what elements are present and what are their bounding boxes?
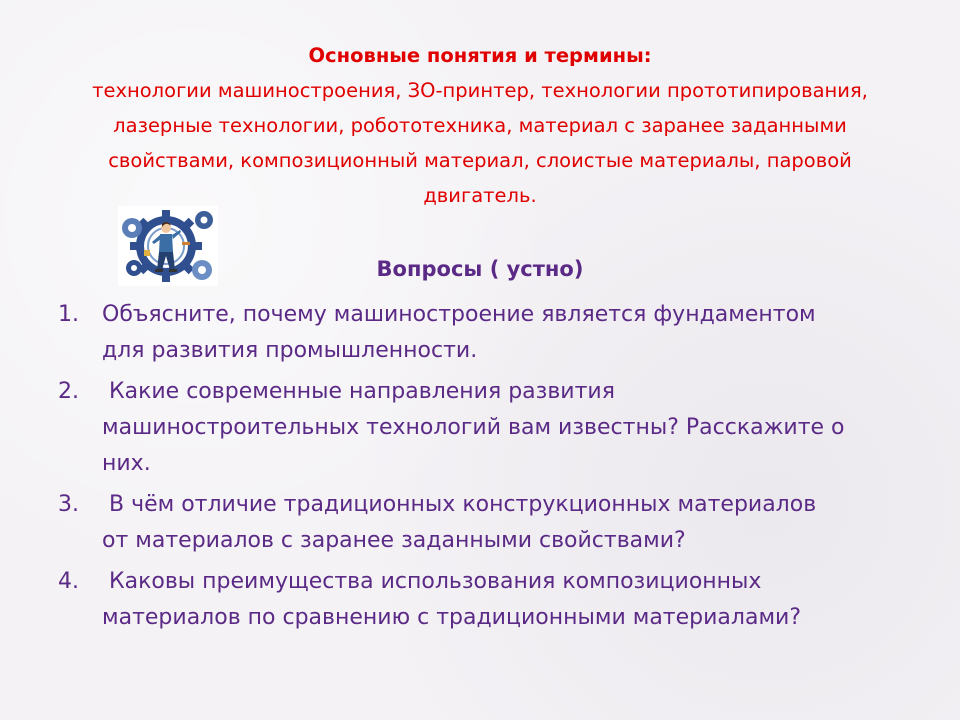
question-number: 1. — [58, 302, 79, 327]
question-line: для развития промышленности. — [102, 338, 478, 363]
question-item — [58, 297, 918, 369]
question-item — [58, 564, 918, 636]
question-line: В чём отличие традиционных конструкционных материалов — [102, 492, 817, 517]
question-line: от материалов с заранее заданными свойствами? — [102, 528, 686, 553]
question-item — [58, 487, 918, 559]
question-line: Какие современные направления развития — [102, 379, 615, 404]
terms-line: двигатель. — [423, 184, 537, 207]
terms-line: лазерные технологии, робототехника, материал с заранее заданными — [113, 114, 847, 137]
question-number: 2. — [58, 379, 79, 404]
terms-line: свойствами, композиционный материал, слоистые материалы, паровой — [108, 149, 852, 172]
question-number: 3. — [58, 492, 79, 517]
question-line: Объясните, почему машиностроение является фундаментом — [102, 302, 816, 327]
questions-list — [58, 297, 918, 641]
question-item — [58, 374, 918, 482]
questions-title: Вопросы ( устно) — [376, 257, 584, 281]
terms-line: технологии машиностроения, ЗО-принтер, технологии прототипирования, — [92, 79, 868, 102]
question-number: 4. — [58, 569, 79, 594]
gears-icon — [118, 206, 218, 286]
terms-heading: Основные понятия и термины: — [308, 44, 652, 67]
gears-person-illustration — [118, 206, 218, 286]
question-line: них. — [102, 451, 151, 476]
terms-block — [40, 38, 920, 213]
question-line: Каковы преимущества использования композиционных — [102, 569, 762, 594]
question-line: материалов по сравнению с традиционными материалами? — [102, 605, 802, 630]
question-line: машиностроительных технологий вам известны? Расскажите о — [102, 415, 845, 440]
